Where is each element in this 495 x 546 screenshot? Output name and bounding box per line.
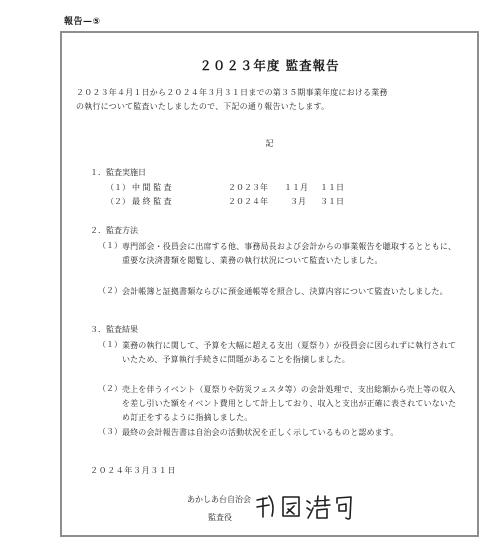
result-item-num: （２） — [98, 384, 122, 393]
intro-line: ２０２３年４月１日から２０２４年３月３１日までの第３５期事業年度における業務 — [76, 88, 388, 97]
method-item-text: 会計帳簿と証拠書類ならびに預金通帳等を照合し、決算内容について監査いたしました。 — [122, 287, 448, 296]
audit-date-label: 中 間 監 査 — [132, 183, 172, 192]
audit-date-year: ２０２３年 — [228, 183, 268, 192]
document-frame — [60, 31, 479, 537]
report-date: ２０２４年３月３１日 — [90, 466, 176, 475]
section-heading-audit-results: ３．監査結果 — [90, 325, 138, 334]
result-item-num: （３） — [98, 427, 122, 436]
audit-date-month: ３月 — [290, 197, 306, 206]
audit-date-year: ２０２４年 — [228, 197, 268, 206]
result-item — [98, 383, 459, 425]
audit-date-label: 最 終 監 査 — [132, 197, 172, 206]
signer-role: 監査役 — [208, 513, 232, 522]
document-title: ２０２３年度 監査報告 — [199, 58, 340, 73]
organization-name: あかしあ台自治会 — [187, 495, 251, 504]
method-item — [98, 240, 459, 268]
result-item-num: （１） — [98, 340, 122, 349]
result-item — [98, 339, 459, 367]
method-item — [98, 285, 459, 299]
method-item-num: （２） — [98, 286, 122, 295]
result-item-text: 最終の会計報告書は自治会の活動状況を正しく示しているものと認めます。 — [122, 428, 399, 437]
intro-paragraph — [76, 86, 463, 114]
audit-date-day: １１日 — [320, 183, 344, 192]
audit-report-document — [62, 33, 477, 535]
section-heading-audit-dates: １．監査実施日 — [90, 168, 146, 177]
report-number-label: 報告—⑤ — [64, 17, 101, 27]
method-item-num: （１） — [98, 241, 122, 250]
ki-heading: 記 — [265, 139, 274, 148]
audit-date-num: （２） — [106, 197, 130, 206]
audit-date-month: １１月 — [284, 183, 308, 192]
method-item-text: 専門部会・役員会に出席する他、事務局長および会計からの事業報告を聴取するとともに、重要な決済書類を閲覧し、業務の執行状況について監査いたしました。 — [122, 242, 457, 265]
result-item — [98, 426, 459, 440]
intro-line: の執行について監査いたしましたので、下記の通り報告いたします。 — [76, 102, 330, 111]
audit-date-num: （１） — [106, 183, 130, 192]
section-heading-audit-method: ２．監査方法 — [90, 226, 138, 235]
handwritten-signature — [253, 492, 359, 522]
result-item-text: 売上を伴うイベント（夏祭りや防災フェスタ等）の会計処理で、支出総額から売上等の収入を差し引いた額をイベント費用として計上しており、収入と支出が正確に表されていないため訂正をするように指摘しました。 — [122, 385, 457, 422]
audit-date-day: ３１日 — [320, 197, 344, 206]
result-item-text: 業務の執行に関して、予算を大幅に超える支出（夏祭り）が役員会に図られずに執行されていたため、予算執行手続きに問題があることを指摘しました。 — [122, 341, 456, 364]
